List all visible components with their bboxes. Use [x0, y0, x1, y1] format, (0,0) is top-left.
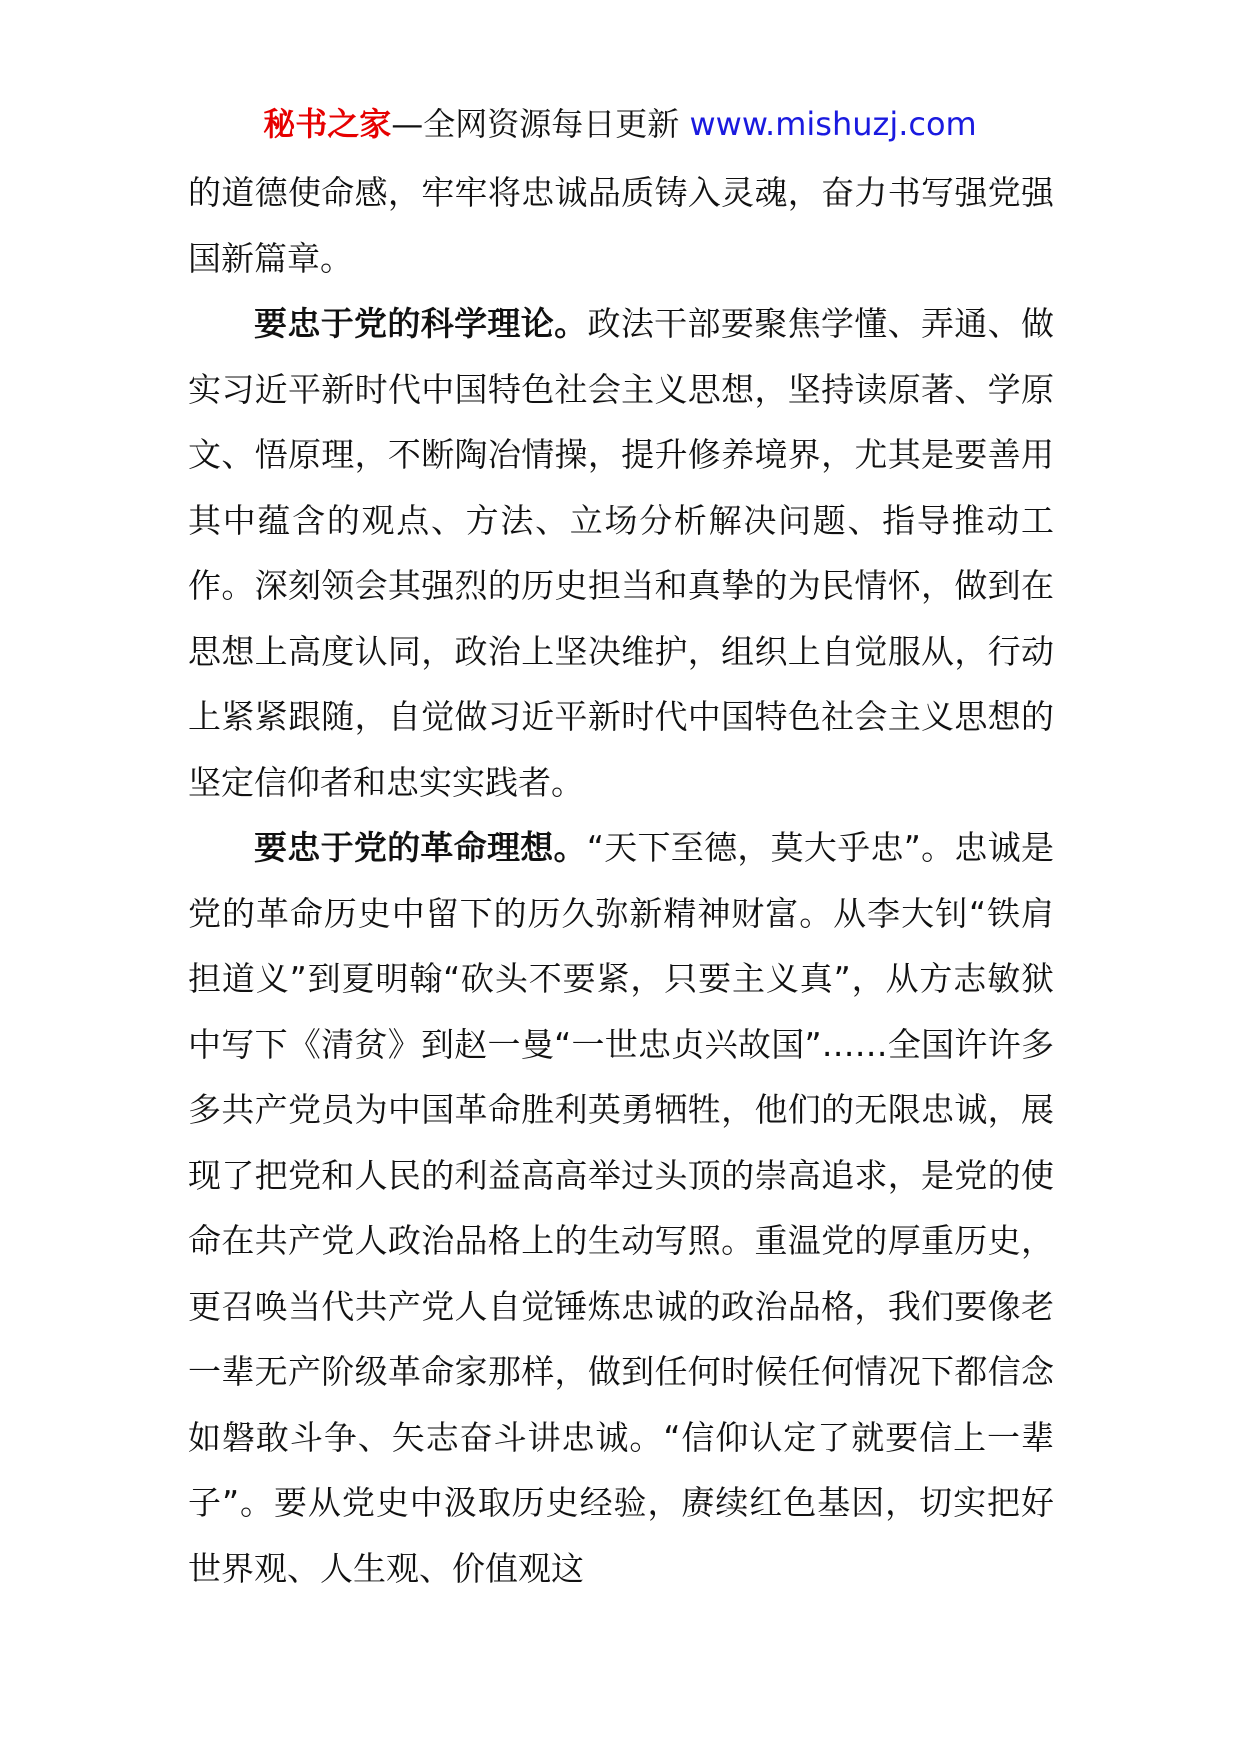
- paragraph-text: 的道德使命感，牢牢将忠诚品质铸入灵魂，奋力书写强党强国新篇章。: [188, 173, 1054, 278]
- paragraph-scientific-theory: [188, 291, 1054, 815]
- paragraph-continued: [188, 160, 1054, 291]
- site-header: [0, 100, 1240, 148]
- paragraph-revolutionary-ideal: [188, 815, 1054, 1601]
- paragraph-heading: 要忠于党的科学理论。: [254, 304, 588, 343]
- paragraph-text: “天下至德，莫大乎忠”。忠诚是党的革命历史中留下的历久弥新精神财富。从李大钊“铁肩担道义”到夏明翰“砍头不要紧，只要主义真”，从方志敏狱中写下《清贫》到赵一曼“一世忠贞兴故国”……全国许许多多共产党员为中国革命胜利英勇牺牲，他们的无限忠诚，展现了把党和人民的利益高高举过头顶的崇高追求，是党的使命在共产党人政治品格上的生动写照。重温党的厚重历史，更召唤当代共产党人自觉锤炼忠诚的政治品格，我们要像老一辈无产阶级革命家那样，做到任何时候任何情况下都信念如磐敢斗争、矢志奋斗讲忠诚。“信仰认定了就要信上一辈子”。要从党史中汲取历史经验，赓续红色基因，切实把好世界观、人生观、价值观这: [188, 828, 1055, 1588]
- paragraph-heading: 要忠于党的革命理想。: [254, 828, 587, 867]
- paragraph-text: 政法干部要聚焦学懂、弄通、做实习近平新时代中国特色社会主义思想，坚持读原著、学原文、悟原理，不断陶冶情操，提升修养境界，尤其是要善用其中蕴含的观点、方法、立场分析解决问题、指导推动工作。深刻领会其强烈的历史担当和真挚的为民情怀，做到在思想上高度认同，政治上坚决维护，组织上自觉服从，行动上紧紧跟随，自觉做习近平新时代中国特色社会主义思想的坚定信仰者和忠实实践者。: [188, 304, 1055, 802]
- site-brand: 秘书之家: [263, 105, 392, 143]
- document-body: [188, 160, 1054, 1601]
- site-url-link[interactable]: www.mishuzj.com: [689, 105, 977, 143]
- site-tagline: —全网资源每日更新: [391, 105, 680, 143]
